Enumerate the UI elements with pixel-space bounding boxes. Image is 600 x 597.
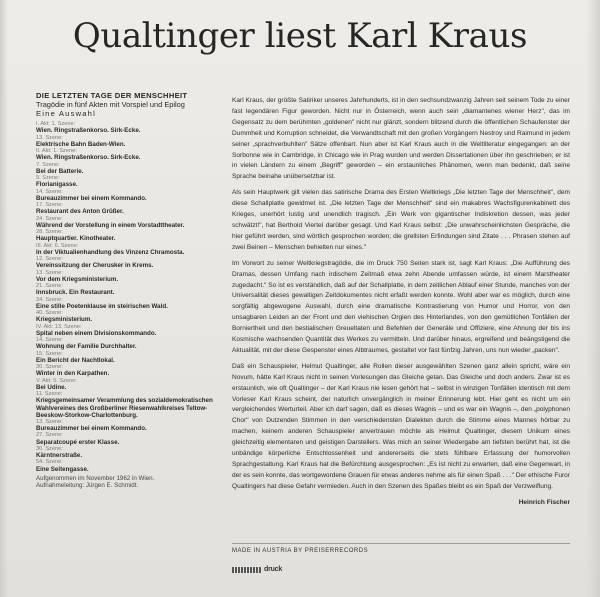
scene-location: Ein Bericht der Nachtlokal. [36,356,115,364]
scene-number: 14. Szene: [36,188,63,195]
scene-location: In der Viktualienhandlung des Vinzenz Chramosta. [36,248,185,256]
scene-location: Wohnung der Familie Durchhalter. [36,343,137,351]
scene-location: Kriegsgemeinsamer Verammlung des sozialdemokratischen Wahlvereines des Großberliner Riesenwahlkreises Teltow-Beeskow-Storkow-Charlottenburg. [36,397,213,419]
scene-location: Eine Seitengasse. [36,465,89,473]
scene-number: 7. Szene: [36,161,60,168]
scene-location: Spital neben einem Divisionskommando. [36,329,157,337]
scene-item [36,324,220,338]
scene-number: 17. Szene: [36,202,63,208]
scene-number: 21. Szene: [36,283,63,289]
scene-location: Eine stille Poetenklause im steirischen Wald. [36,302,168,310]
scene-number: 54. Szene: [36,459,63,466]
scene-location: Wien. Ringstraßenkorso. Sirk-Ecke. [36,154,141,162]
sleeve-left-edge [0,0,8,597]
scene-item [36,216,220,230]
made-in-label: MADE IN AUSTRIA BY PREISERRECORDS [232,548,369,554]
scene-number: 13. Szene: [36,418,63,425]
scene-item [36,175,220,189]
scene-number: III. Akt: 6. Szene: [36,242,79,249]
scene-number: 40. Szene: [36,310,63,316]
scene-item [36,459,220,473]
scene-location: Vereinssitzung der Cherusker in Krems. [36,262,154,270]
album-title: Qualtinger liest Karl Kraus [72,16,528,56]
scene-location: Vor dem Kriegsministerium. [36,275,119,283]
scene-number: II. Akt: 1. Szene: [36,148,77,154]
author-signature: Heinrich Fischer [518,498,570,506]
sleeve-right-edge [586,0,600,597]
scene-item [36,243,220,257]
scene-location: Kriegsministerium. [36,316,93,324]
recording-date: Aufgenommen im November 1962 in Wien. [36,474,155,482]
work-subtitle: Tragödie in fünf Akten mit Vorspiel und Epilog [36,100,185,109]
scene-number: 13. Szene: [36,269,63,276]
scene-item [36,378,220,392]
scene-location: Separatcoupé erster Klasse. [36,438,120,446]
scene-number: 9. Szene: [36,175,60,181]
scene-location: Elektrische Bahn Baden-Wien. [36,140,126,148]
scene-item [36,121,220,135]
scene-item [36,351,220,365]
scene-item [36,229,220,243]
work-title: DIE LETZTEN TAGE DER MENSCHHEIT [36,91,188,100]
scene-location: Kärntnerstraße. [36,452,83,460]
scene-location: Bureauzimmer bei einem Kommando. [36,194,147,202]
scene-item [36,432,220,446]
liner-paragraph: Im Vorwort zu seiner Weltkriegstragödie, die im Druck 750 Seiten stark ist, sagt Karl Kraus: „Die Aufführung des Dramas, dessen Umfang nach irdischem Zeitmaß etwa zehn Abende umfassen würde, ist einem Marstheater zugedacht." So ist es verständlich, daß auf der Schallplatte, in dem zeitlichen Ablauf einer Stunde, manches von der Universalität dieses gewaltigen Zeitdokumentes nicht erfaßt werden konnte. Wohl aber war es möglich, durch eine sorgfältig abgewogene Auswahl, durch eine dramatische Kontrastierung von Humor und Horror, von den unsagbaren Leiden an der Front und den viehischen Orgien des Hinterlandes, von den gemütlichen Tonfällen der Borniertheit und den bestialischen Greueltaten und Befehlen der Generäle und Offiziere, eine Ahnung der bis ins Kosmische wachsenden Quantität des Werkes zu vermitteln. Und darüber hinaus, ergreifend und beängstigend die Aktualität, mit der diese Gespenster eines Albtraumes, gestaltet vor fast fünfzig Jahren, uns nun wieder „packen". [232,259,570,354]
scene-number: 11. Szene: [36,391,63,397]
scene-item [36,297,220,311]
scene-location: Während der Vorstellung in einem Vorstadttheater. [36,221,185,229]
liner-paragraph: Daß ein Schauspieler, Helmut Qualtinger, alle Rollen dieser ausgewählten Szenen ganz allein spricht, wäre ein Novum, hätte Karl Kraus nicht in seinen Vorlesungen das Gleiche getan. Das Gleiche und doch anders. Zwar ist es erstaunlich, wie oft Qualtinger – der Karl Kraus nie lesen gehört hat – selbst in winzigen Tonfällen identisch mit dem Vorleser Karl Kraus scheint, der naturlich unvergänglich in meiner Erinnerung lebt. Hier geht es nicht um ein vergleichendes Werturteil. Aber ich darf sagen, daß es dieses Wagnis – und es war ein Wagnis –, den „polyphonen Chor" von Dutzenden Stimmen in den verschiedensten Dialekten durch die Stimme eines Mannes hörbar zu machen, keinem anderen Schauspieler anvertrauen möchte als Helmut Qualtinger, diesem Unikum eines gleichzeitig elementaren und geistigen Darstellers. Was mich an seiner Wiedergabe am tiefsten berührt hat, ist die unbändige körperliche Entschlossenheit und andererseits die stets fühlbare Erfassung der humorvollen Sprachgestaltung. Karl Kraus hat die Befürchtung ausgesprochen: „Es ist nicht zu erwarten, daß eine Gegenwart, in der es sein konnte, das wortgewordene Grauen für etwas anderes nehme als für einen Spaß . . ." Der ethische Furor Qualtingers hat diese Gefahr vermieden. Auch in den Szenen des Spaßes bleibt es ein Spaß der Verzweiflung. [232,362,570,490]
scene-location: Winter in den Karpathen. [36,370,110,378]
scene-item [36,337,220,351]
scene-number: V. Akt: 5. Szene: [36,377,77,384]
scene-item [36,419,220,433]
scene-location: Bureauzimmer bei einem Kommando. [36,425,147,433]
scene-item [36,270,220,284]
scene-number: 28. Szene: [36,229,63,235]
scene-number: 24. Szene: [36,215,63,222]
printer-logo [232,566,282,573]
scene-location: Florianigasse. [36,181,78,189]
scene-item [36,391,220,419]
scene-number: 12. Szene: [36,256,63,262]
scene-number: 14. Szene: [36,337,63,343]
recording-producer: Aufnahmeleitung: Jürgen E. Schmidt. [36,481,139,489]
liner-paragraph: Karl Kraus, der größte Satiriker unseres Jahrhunderts, ist in den sechsundzwanzig Jahren seit seinem Tode zu einer fast legendären Figur geworden. Nicht nur in Österreich, wenn auch sein „diamantenes wiener Herz", das im Gegensatz zu dem berühmten „goldenen" nicht nur glänzt, sondern blitzend durch die öffentlichen Schaufenster der Dummheit und Korruption schneidet, die Verwandtschaft mit den großen Vorgängern Nestroy und Raimund in jedem seiner „sprachverbuhlten" Sätze offenbart. Nun aber ist Karl Kraus auch in die Weltliteratur eingegangen: an der Sorbonne wie in Cambridge, in Chicago wie in Prag wurden und werden Dissertationen über ihn geschrieben; er ist in vielen Ländern zu einem „Begriff" geworden – ein erstaunliches Phänomen, wenn man bedenkt, daß seine Sprache beinahe unübersetzbar ist. [232,97,570,181]
scene-location: Wien. Ringstraßenkorso. Sirk-Ecke. [36,127,141,135]
recording-info [36,475,220,489]
scene-item [36,283,220,297]
scene-list [36,121,220,473]
scene-item [36,202,220,216]
selection-label: Eine Auswahl [36,109,96,118]
scene-number: 15. Szene: [36,350,63,357]
scene-number: 13. Szene: [36,134,63,141]
scene-location: Innsbruck. Ein Restaurant. [36,289,115,297]
liner-paragraph: Als sein Hauptwerk gilt vielen das satirische Drama des Ersten Weltkriegs „Die letzten Tage der Menschheit", dem diese Schallplatte gewidmet ist. „Die letzten Tage der Menschheit" sind ein makabres Wachsfigurenkabinett des Krieges, unerhört lustig und unendlich tragisch. „Ein Werk von gigantischer Indiskretion dessen, was jeder schwätzt!", hat Berthold Viertel darüber gesagt. Und Karl Kraus selbst: „Die unwahrscheinlichsten Gespräche, die hier geführt werden, sind wörtlich gesprochen worden; die grellsten Erfindungen sind Zitate . . . Phrasen stehen auf zwei Beinen – Menschen behielten nur eines." [232,189,570,251]
printer-logo-text: druck [264,566,283,573]
printer-logo-mark [232,567,262,573]
scene-item [36,162,220,176]
scene-item [36,189,220,203]
scene-item [36,148,220,162]
scene-location: Bei der Batterie. [36,167,84,175]
footer-divider [232,543,570,544]
scene-location: Bei Udine. [36,383,67,391]
scene-number: 34. Szene: [36,296,63,303]
scene-number: I. Akt: 1. Szene: [36,121,76,127]
scene-item [36,446,220,460]
scene-number: 27. Szene: [36,432,63,439]
scene-item [36,310,220,324]
scene-item [36,135,220,149]
scene-item [36,256,220,270]
scene-number: 30. Szene: [36,364,63,370]
scene-location: Hauptquartier. Kinotheater. [36,235,116,243]
scene-location: Restaurant des Anton Grüßer. [36,208,124,216]
scene-item [36,364,220,378]
track-list-column [36,91,220,489]
scene-number: 30. Szene: [36,445,63,452]
liner-notes [232,96,570,509]
scene-number: IV. Akt: 13. Szene: [36,323,82,330]
